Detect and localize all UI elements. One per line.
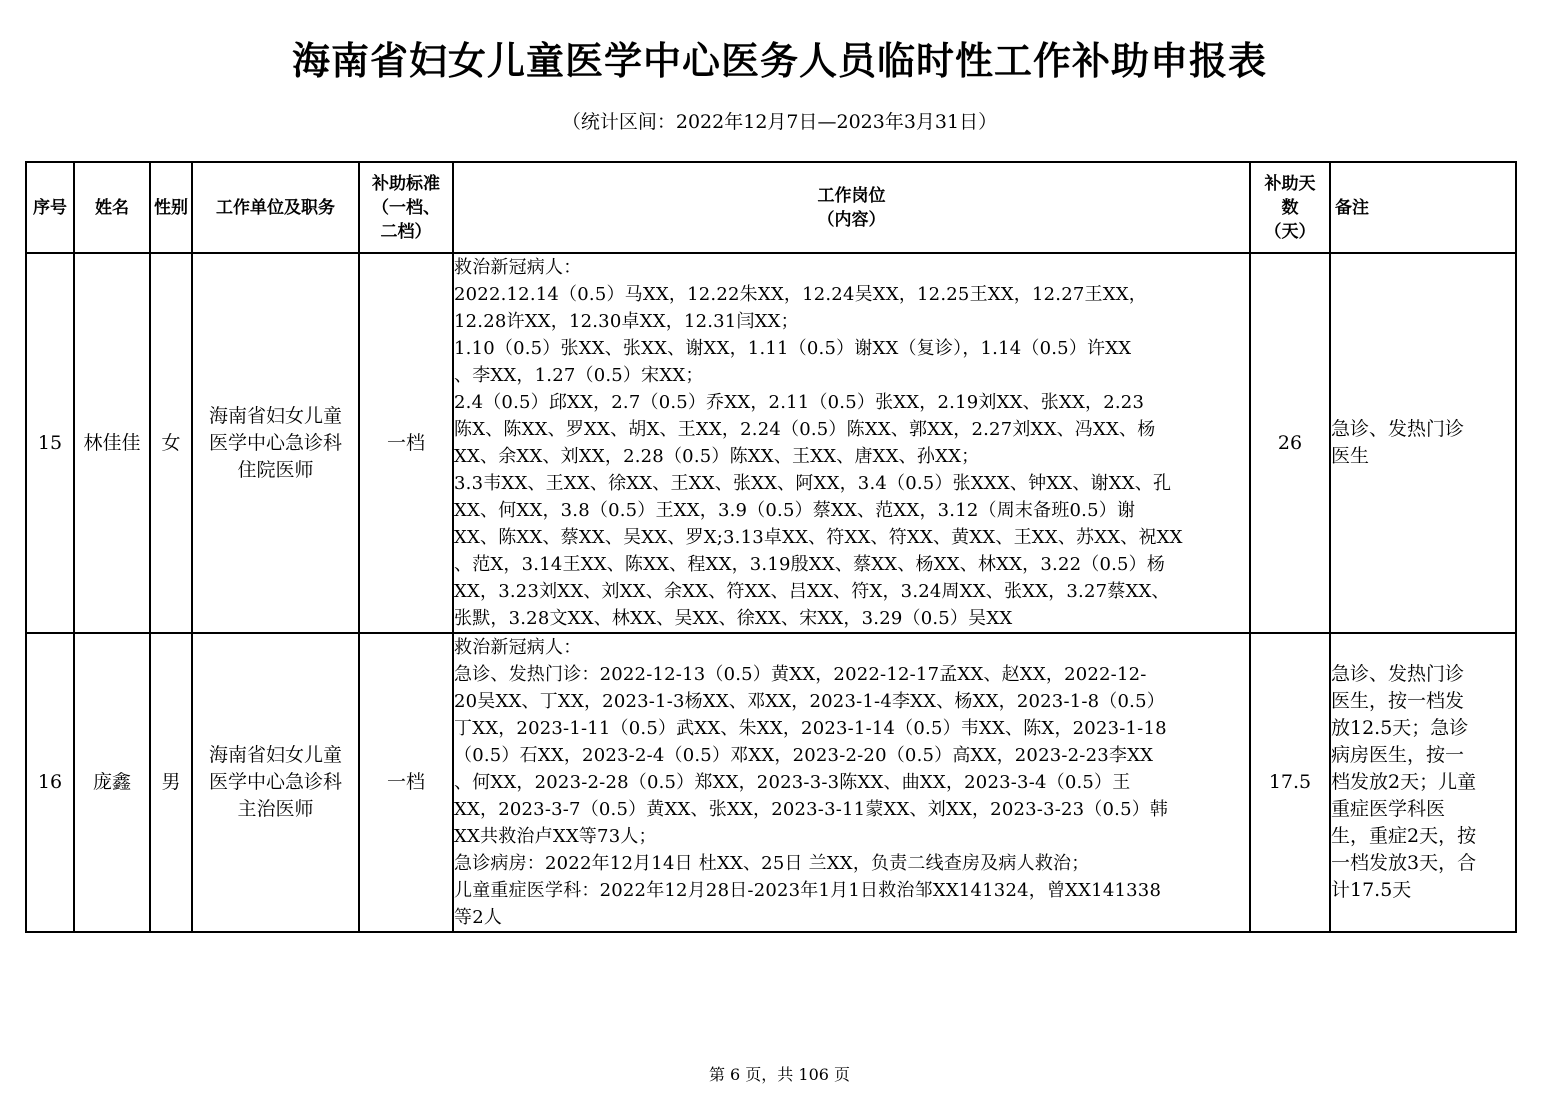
content-line: 12.28许XX，12.30卓XX，12.31闫XX；: [454, 311, 799, 332]
remark-cell: [1330, 253, 1516, 633]
content-line: 救治新冠病人：: [454, 637, 582, 658]
content-line: 3.3韦XX、王XX、徐XX、王XX、张XX、阿XX，3.4（0.5）张XXX、钟XX、谢XX、孔: [454, 473, 1172, 494]
remark-line: 急诊、发热门诊: [1331, 663, 1465, 685]
content-line: 儿童重症医学科：2022年12月28日-2023年1月1日救治邹XX141324，曾XX141338: [454, 880, 1162, 901]
content-line: 2022.12.14（0.5）马XX，12.22朱XX，12.24吴XX，12.25王XX，12.27王XX，: [454, 284, 1147, 305]
remark-line: 一档发放3天，合: [1331, 852, 1477, 874]
content-line: XX、陈XX、蔡XX、吴XX、罗X;3.13卓XX、符XX、符XX、黄XX、王XX、苏XX、祝XX: [454, 527, 1183, 548]
unit-line: 医学中心急诊科: [208, 431, 342, 454]
post-content-cell: [453, 633, 1250, 932]
unit-cell: [192, 253, 359, 633]
table-header-row: [26, 162, 1516, 253]
remark-line: 计17.5天: [1331, 879, 1412, 901]
content-line: 救治新冠病人：: [454, 257, 582, 278]
remark-cell: [1330, 633, 1516, 932]
header-days-line: （天）: [1264, 221, 1316, 242]
content-line: XX、何XX，3.8（0.5）王XX，3.9（0.5）蔡XX、范XX，3.12（周末备班0.5）谢: [454, 500, 1136, 521]
unit-line: 主治医师: [237, 798, 314, 820]
header-standard-line: 补助标准: [372, 173, 440, 194]
content-line: 2.4（0.5）邱XX，2.7（0.5）乔XX，2.11（0.5）张XX，2.19刘XX、张XX，2.23: [454, 392, 1145, 413]
standard-cell: 一档: [359, 253, 453, 633]
content-line: 、范X，3.14王XX、陈XX、程XX，3.19殷XX、蔡XX、杨XX、林XX，3.22（0.5）杨: [454, 554, 1166, 575]
page-number: 第 6 页，共 106 页: [708, 1065, 851, 1084]
content-line: 1.10（0.5）张XX、张XX、谢XX，1.11（0.5）谢XX（复诊），1.14（0.5）许XX: [454, 338, 1132, 359]
header-standard-line: （一档、: [372, 197, 440, 218]
unit-line: 海南省妇女儿童: [208, 744, 342, 766]
remark-line: 病房医生，按一: [1331, 744, 1465, 766]
content-line: 急诊、发热门诊：2022-12-13（0.5）黄XX，2022-12-17孟XX、赵XX，2022-12-: [454, 664, 1147, 685]
remark-line: 急诊、发热门诊: [1331, 418, 1465, 440]
remark-line: 档发放2天；儿童: [1331, 771, 1477, 793]
content-line: XX共救治卢XX等73人；: [454, 826, 657, 847]
unit-line: 海南省妇女儿童: [208, 404, 342, 427]
unit-cell: [192, 633, 359, 932]
header-post: [453, 162, 1250, 253]
gender-cell: 男: [150, 633, 192, 932]
content-line: 张默，3.28文XX、林XX、吴XX、徐XX、宋XX，3.29（0.5）吴XX: [454, 608, 1013, 629]
header-standard-line: 二档）: [380, 221, 432, 242]
subsidy-table: [25, 161, 1517, 933]
seq-cell: 15: [26, 253, 74, 633]
remark-line: 生，重症2天，按: [1331, 825, 1477, 847]
content-line: （0.5）石XX，2023-2-4（0.5）邓XX，2023-2-20（0.5）高XX，2023-2-23李XX: [454, 745, 1154, 766]
standard-cell: 一档: [359, 633, 453, 932]
header-post-line: （内容）: [817, 209, 886, 230]
content-line: XX，2023-3-7（0.5）黄XX、张XX，2023-3-11蒙XX、刘XX，2023-3-23（0.5）韩: [454, 799, 1169, 820]
header-name: 姓名: [74, 162, 150, 253]
content-line: 、何XX，2023-2-28（0.5）郑XX，2023-3-3陈XX、曲XX，2023-3-4（0.5）王: [454, 772, 1131, 793]
content-line: 丁XX，2023-1-11（0.5）武XX、朱XX，2023-1-14（0.5）韦XX、陈X，2023-1-18: [454, 718, 1167, 739]
content-line: 等2人: [454, 907, 503, 928]
gender-cell: 女: [150, 253, 192, 633]
content-line: 20吴XX、丁XX，2023-1-3杨XX、邓XX，2023-1-4李XX、杨XX，2023-1-8（0.5）: [454, 691, 1165, 712]
header-days-line: 补助天: [1264, 173, 1316, 194]
header-seq: 序号: [26, 162, 74, 253]
remark-line: 医生: [1331, 445, 1370, 467]
header-gender: 性别: [150, 162, 192, 253]
remark-line: 放12.5天；急诊: [1331, 717, 1469, 739]
content-line: XX、余XX、刘XX，2.28（0.5）陈XX、王XX、唐XX、孙XX；: [454, 446, 980, 467]
days-cell: 17.5: [1250, 633, 1330, 932]
header-remark: 备注: [1330, 162, 1516, 253]
table-row: [26, 633, 1516, 932]
content-line: 急诊病房：2022年12月14日 杜XX、25日 兰XX，负责二线查房及病人救治；: [454, 853, 1090, 874]
page-title: 海南省妇女儿童医学中心医务人员临时性工作补助申报表: [291, 39, 1267, 83]
unit-line: 医学中心急诊科: [208, 771, 342, 793]
content-line: 、李XX，1.27（0.5）宋XX；: [454, 365, 704, 386]
header-unit: 工作单位及职务: [192, 162, 359, 253]
header-days-line: 数: [1281, 197, 1299, 218]
name-cell: 林佳佳: [74, 253, 150, 633]
seq-cell: 16: [26, 633, 74, 932]
header-standard: [359, 162, 453, 253]
remark-line: 重症医学科医: [1331, 798, 1446, 820]
content-line: XX，3.23刘XX、刘XX、余XX、符XX、吕XX、符X，3.24周XX、张XX，3.27蔡XX、: [454, 581, 1170, 602]
post-content-cell: [453, 253, 1250, 633]
statistics-period: （统计区间：2022年12月7日—2023年3月31日）: [561, 111, 998, 133]
remark-line: 医生，按一档发: [1331, 690, 1465, 712]
unit-line: 住院医师: [237, 458, 314, 481]
days-cell: 26: [1250, 253, 1330, 633]
header-post-line: 工作岗位: [817, 185, 886, 206]
name-cell: 庞鑫: [74, 633, 150, 932]
header-days: [1250, 162, 1330, 253]
table-row: [26, 253, 1516, 633]
content-line: 陈X、陈XX、罗XX、胡X、王XX，2.24（0.5）陈XX、郭XX，2.27刘XX、冯XX、杨: [454, 419, 1156, 440]
